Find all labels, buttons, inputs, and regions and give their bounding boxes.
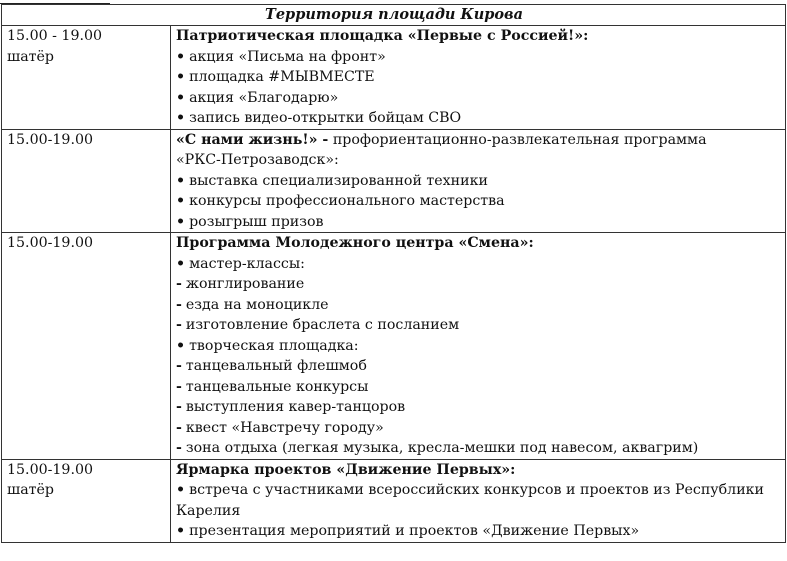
list-item-text: конкурсы профессионального мастерства bbox=[189, 193, 505, 209]
list-item bbox=[176, 171, 781, 192]
time-cell bbox=[2, 459, 171, 542]
list-item-text: езда на моноцикле bbox=[185, 296, 329, 313]
list-item bbox=[176, 254, 781, 275]
dash-marker: - bbox=[176, 317, 182, 333]
venue-label: шатёр bbox=[7, 482, 54, 498]
time-range: 15.00-19.00 bbox=[7, 235, 94, 251]
list-item bbox=[176, 397, 781, 418]
list-item bbox=[176, 377, 781, 398]
program-title bbox=[176, 130, 781, 151]
list-item-text: квест «Навстречу городу» bbox=[185, 419, 384, 436]
venue-label: шатёр bbox=[7, 48, 54, 65]
bullet-marker: • bbox=[176, 193, 186, 209]
dash-marker: - bbox=[176, 276, 182, 292]
bullet-marker: • bbox=[176, 110, 186, 126]
bullet-marker: • bbox=[176, 172, 186, 189]
table-row bbox=[2, 459, 786, 542]
list-item bbox=[176, 521, 781, 542]
section-header-row bbox=[2, 5, 786, 26]
event-schedule-table bbox=[1, 4, 786, 543]
list-item bbox=[176, 356, 781, 377]
list-item bbox=[176, 108, 781, 129]
time-cell bbox=[2, 26, 171, 130]
time-range: 15.00-19.00 bbox=[7, 461, 94, 478]
program-title: Патриотическая площадка «Первые с Россией!»: bbox=[176, 28, 589, 44]
list-item bbox=[176, 418, 781, 439]
list-item-text: Карелия bbox=[176, 502, 241, 519]
program-cell bbox=[171, 233, 786, 460]
table-row bbox=[2, 233, 786, 460]
list-item bbox=[176, 88, 781, 109]
program-title: Ярмарка проектов «Движение Первых»: bbox=[176, 461, 516, 478]
list-item bbox=[176, 295, 781, 316]
bullet-marker: • bbox=[176, 89, 186, 106]
dash-marker: - bbox=[176, 440, 182, 456]
list-item bbox=[176, 47, 781, 68]
bullet-marker: • bbox=[176, 523, 186, 539]
list-item-text: площадка #МЫВМЕСТЕ bbox=[189, 69, 375, 85]
list-item-text: акция «Письма на фронт» bbox=[189, 48, 386, 65]
program-cell bbox=[171, 129, 786, 233]
list-item bbox=[176, 67, 781, 88]
list-item-text: жонглирование bbox=[185, 276, 305, 292]
list-item-text: розыгрыш призов bbox=[189, 213, 324, 230]
bullet-marker: • bbox=[176, 337, 186, 354]
list-item bbox=[176, 212, 781, 233]
time-range: 15.00 - 19.00 bbox=[7, 28, 103, 44]
list-item-text: зона отдыха (легкая музыка, кресла-мешки под навесом, аквагрим) bbox=[185, 440, 699, 456]
program-title-continued: «РКС-Петрозаводск»: bbox=[176, 152, 339, 168]
program-title: Программа Молодежного центра «Смена»: bbox=[176, 235, 534, 251]
list-item bbox=[176, 315, 781, 336]
list-item-text: танцевальные конкурсы bbox=[185, 378, 369, 395]
section-title: Территория площади Кирова bbox=[2, 5, 786, 26]
list-item-text: мастер-классы: bbox=[189, 255, 305, 272]
list-item-text: акция «Благодарю» bbox=[189, 89, 339, 106]
time-cell bbox=[2, 129, 171, 233]
list-item bbox=[176, 191, 781, 212]
list-item-text: встреча с участниками всероссийских конкурсов и проектов из Республики bbox=[189, 482, 764, 498]
list-item-text: творческая площадка: bbox=[189, 337, 359, 354]
list-item bbox=[176, 480, 781, 501]
program-cell bbox=[171, 26, 786, 130]
list-item bbox=[176, 438, 781, 459]
list-item bbox=[176, 274, 781, 295]
list-item-text: изготовление браслета с посланием bbox=[185, 317, 460, 333]
list-item-text: презентация мероприятий и проектов «Движение Первых» bbox=[189, 523, 640, 539]
table-row bbox=[2, 129, 786, 233]
dash-marker: - bbox=[176, 296, 182, 313]
list-item bbox=[176, 336, 781, 357]
bullet-marker: • bbox=[176, 69, 186, 85]
dash-marker: - bbox=[176, 399, 182, 415]
program-title-rest: профориентационно-развлекательная программа bbox=[328, 131, 707, 148]
time-range: 15.00-19.00 bbox=[7, 131, 94, 148]
bullet-marker: • bbox=[176, 213, 186, 230]
list-item-text: танцевальный флешмоб bbox=[185, 358, 367, 374]
list-item-text: запись видео-открытки бойцам СВО bbox=[189, 110, 462, 126]
dash-marker: - bbox=[176, 358, 182, 374]
list-item-continued bbox=[176, 501, 781, 522]
program-title-bold: «С нами жизнь!» - bbox=[176, 131, 329, 148]
table-row bbox=[2, 26, 786, 130]
program-cell bbox=[171, 459, 786, 542]
bullet-marker: • bbox=[176, 482, 186, 498]
bullet-marker: • bbox=[176, 48, 186, 65]
dash-marker: - bbox=[176, 419, 182, 436]
bullet-marker: • bbox=[176, 255, 186, 272]
list-item-text: выставка специализированной техники bbox=[189, 172, 488, 189]
list-item-text: выступления кавер-танцоров bbox=[185, 399, 406, 415]
dash-marker: - bbox=[176, 378, 182, 395]
time-cell bbox=[2, 233, 171, 460]
